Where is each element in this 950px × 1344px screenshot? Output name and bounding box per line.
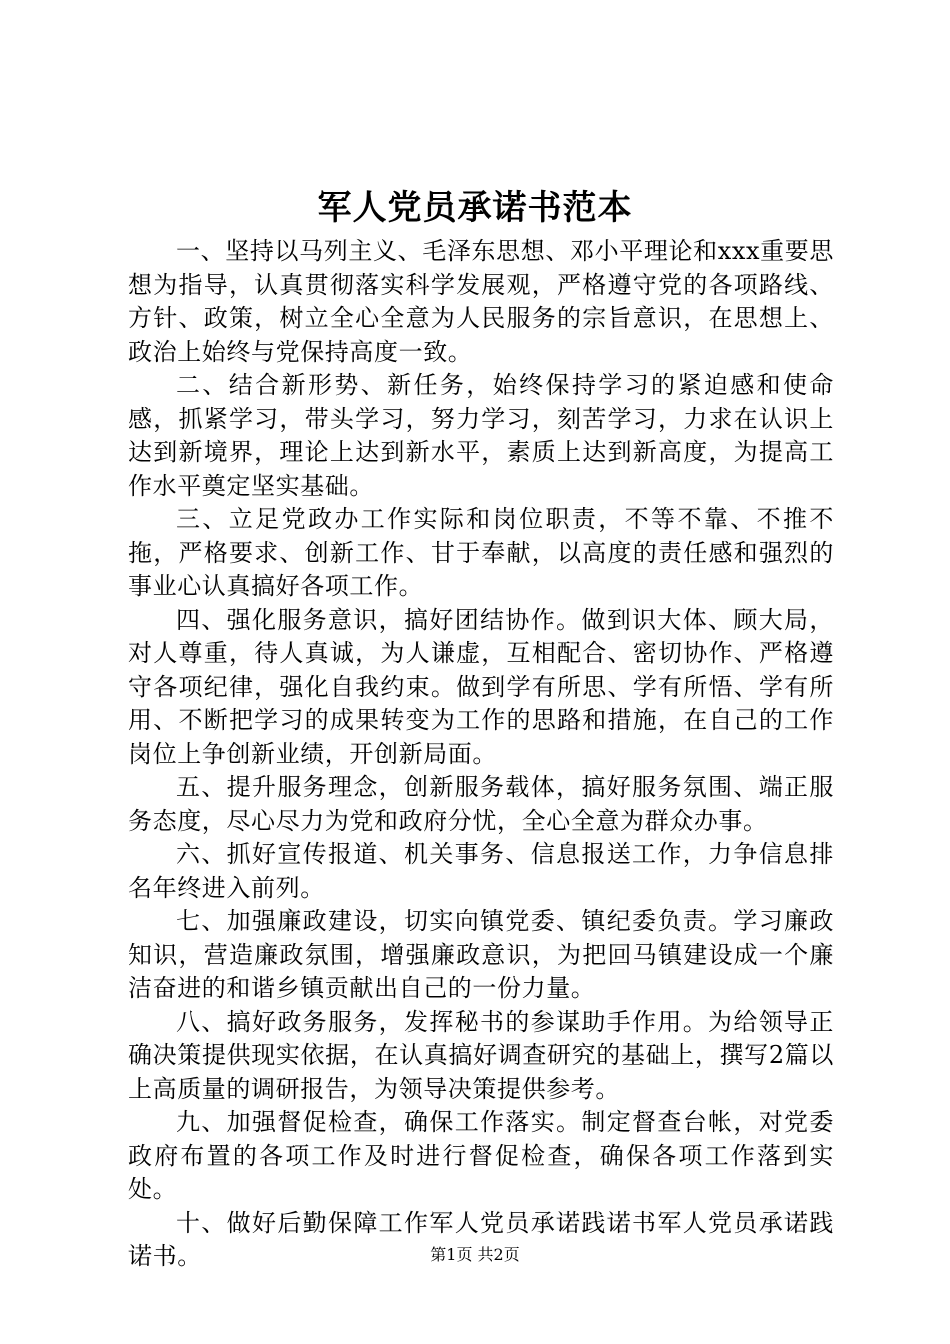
paragraph-7: 七、加强廉政建设，切实向镇党委、镇纪委负责。学习廉政知识，营造廉政氛围，增强廉政意识，为把回马镇建设成一个廉洁奋进的和谐乡镇贡献出自己的一份力量。: [128, 907, 834, 1002]
paragraph-2: 二、结合新形势、新任务，始终保持学习的紧迫感和使命感，抓紧学习，带头学习，努力学习，刻苦学习，力求在认识上达到新境界，理论上达到新水平，素质上达到新高度，为提高工作水平奠定坚实基础。: [128, 371, 834, 500]
paragraph-1: 一、坚持以马列主义、毛泽东思想、邓小平理论和xxx重要思想为指导，认真贯彻落实科学发展观，严格遵守党的各项路线、方针、政策，树立全心全意为人民服务的宗旨意识，在思想上、政治上始终与党保持高度一致。: [128, 237, 834, 366]
paragraph-8: 八、搞好政务服务，发挥秘书的参谋助手作用。为给领导正确决策提供现实依据，在认真搞好调查研究的基础上，撰写2篇以上高质量的调研报告，为领导决策提供参考。: [128, 1007, 834, 1103]
paragraph-9: 九、加强督促检查，确保工作落实。制定督查台帐，对党委政府布置的各项工作及时进行督促检查，确保各项工作落到实处。: [128, 1108, 834, 1203]
paragraph-5: 五、提升服务理念，创新服务载体，搞好服务氛围、端正服务态度，尽心尽力为党和政府分忧，全心全意为群众办事。: [128, 773, 834, 835]
paragraph-6: 六、抓好宣传报道、机关事务、信息报送工作，力争信息排名年终进入前列。: [128, 840, 834, 902]
document-title: 军人党员承诺书范本: [317, 188, 633, 228]
paragraph-4: 四、强化服务意识，搞好团结协作。做到识大体、顾大局，对人尊重，待人真诚，为人谦虚，互相配合、密切协作、严格遵守各项纪律，强化自我约束。做到学有所思、学有所悟、学有所用、不断把学习的成果转变为工作的思路和措施，在自己的工作岗位上争创新业绩，开创新局面。: [128, 605, 834, 768]
paragraph-10: 十、做好后勤保障工作军人党员承诺践诺书军人党员承诺践诺书。: [128, 1208, 834, 1270]
paragraph-3: 三、立足党政办工作实际和岗位职责，不等不靠、不推不拖，严格要求、创新工作、甘于奉献，以高度的责任感和强烈的事业心认真搞好各项工作。: [128, 505, 834, 600]
document-body: [128, 235, 834, 1274]
page-number-footer: 第1页 共2页: [430, 1245, 520, 1264]
